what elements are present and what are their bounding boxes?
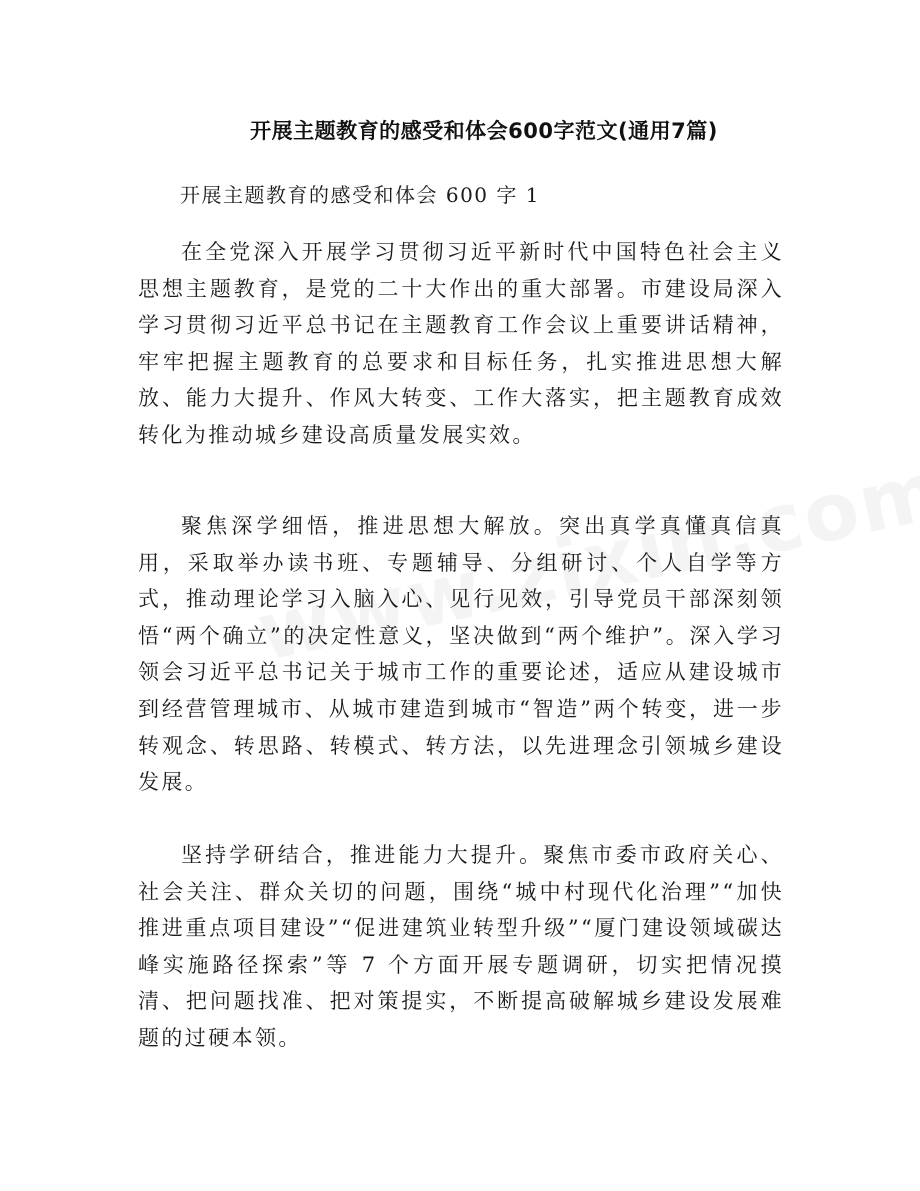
paragraph-2: 聚焦深学细悟，推进思想大解放。突出真学真懂真信真用，采取举办读书班、专题辅导、分组研讨、个人自学等方式，推动理论学习入脑入心、见行见效，引导党员干部深刻领悟“两个确立”的决定性意义，坚决做到“两个维护”。深入学习领会习近平总书记关于城市工作的重要论述，适应从建设城市到经营管理城市、从城市建造到城市“智造”两个转变，进一步转观念、转思路、转模式、转方法，以先进理念引领城乡建设发展。 <box>138 514 784 795</box>
paragraph-3: 坚持学研结合，推进能力大提升。聚焦市委市政府关心、社会关注、群众关切的问题，围绕“城中村现代化治理”“加快推进重点项目建设”“促进建筑业转型升级”“厦门建设领域碳达峰实施路径探索”等 7 个方面开展专题调研，切实把情况摸清、把问题找准、把对策提实，不断提高破解城乡建设发展难题的过硬本领。 <box>138 843 784 1050</box>
document-title: 开展主题教育的感受和体会600字范文(通用7篇) <box>250 119 718 143</box>
section-heading: 开展主题教育的感受和体会 600 字 1 <box>180 183 540 207</box>
paragraph-1: 在全党深入开展学习贯彻习近平新时代中国特色社会主义思想主题教育，是党的二十大作出的重大部署。市建设局深入学习贯彻习近平总书记在主题教育工作会议上重要讲话精神，牢牢把握主题教育的总要求和目标任务，扎实推进思想大解放、能力大提升、作风大转变、工作大落实，把主题教育成效转化为推动城乡建设高质量发展实效。 <box>138 240 784 447</box>
